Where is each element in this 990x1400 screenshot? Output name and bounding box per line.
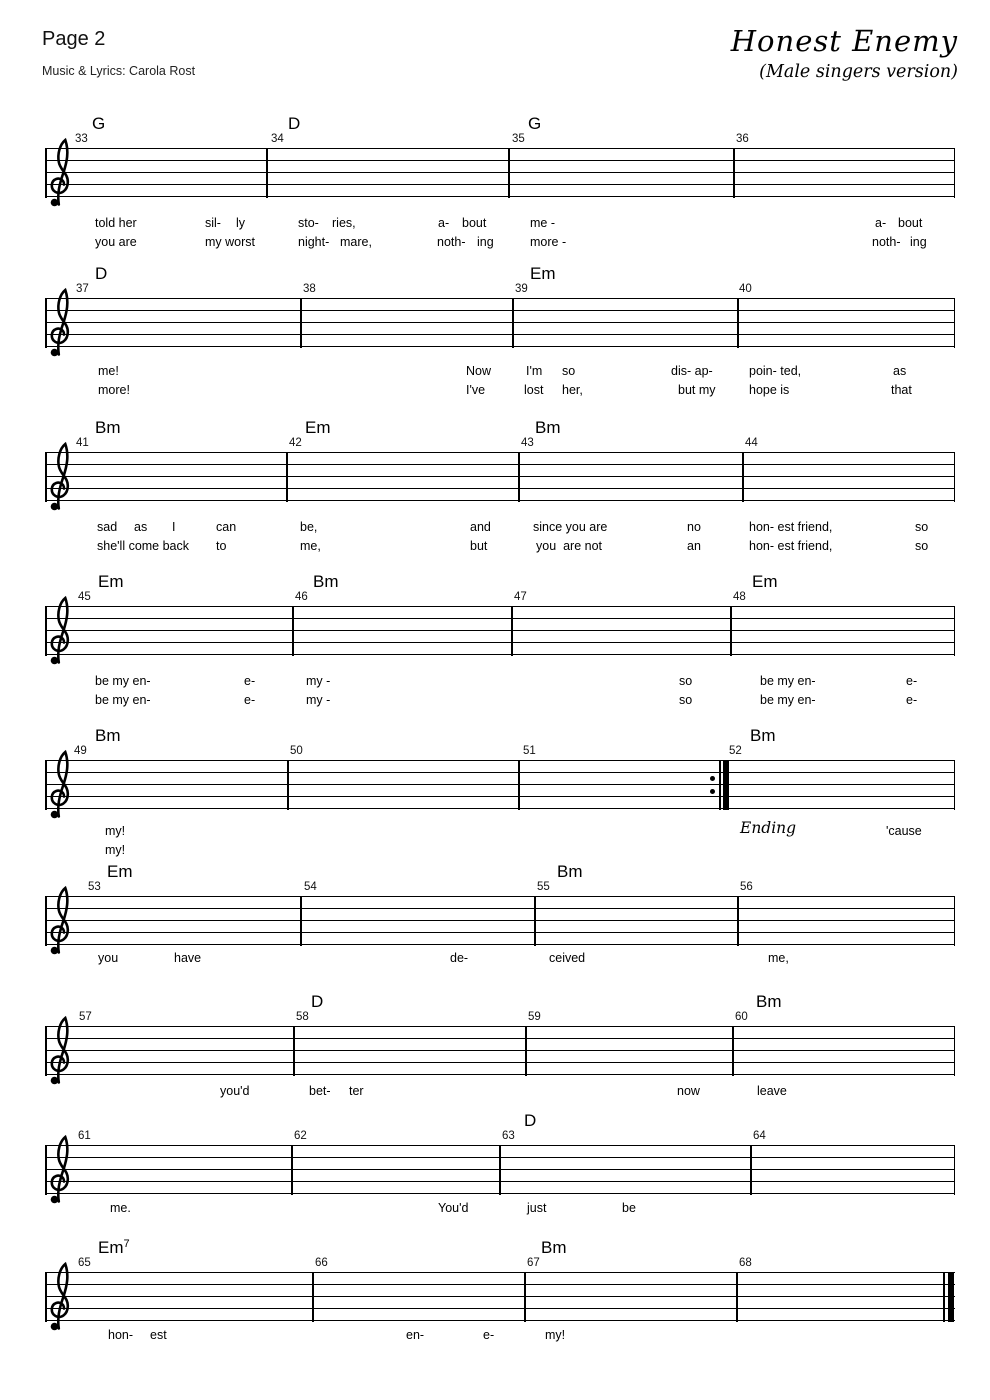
- system-end-barline: [954, 760, 956, 810]
- lyric-syllable: you'd: [220, 1084, 250, 1098]
- staff-line: [45, 618, 955, 619]
- measure-number: 65: [78, 1257, 91, 1269]
- barline: [736, 1272, 738, 1322]
- barline: [300, 298, 302, 348]
- lyric-syllable: e-: [906, 674, 918, 688]
- staff-line: [45, 1050, 955, 1051]
- measure-number: 68: [739, 1257, 752, 1269]
- lyric-syllable: more!: [98, 383, 130, 397]
- staff-line: [45, 1308, 955, 1309]
- staff-line: [45, 654, 955, 655]
- lyric-syllable: my!: [105, 843, 126, 857]
- staff-line: [45, 1074, 955, 1075]
- lyric-syllable: just: [527, 1201, 547, 1215]
- lyric-syllable: ries,: [332, 216, 356, 230]
- barline: [524, 1272, 526, 1322]
- barline: [300, 896, 302, 946]
- barline: [737, 896, 739, 946]
- lyric-syllable: e-: [483, 1328, 495, 1342]
- lyric-syllable: no: [687, 520, 701, 534]
- chord-label: Em: [305, 418, 331, 437]
- lyric-syllable: you are: [95, 235, 137, 249]
- lyric-syllable: as: [134, 520, 148, 534]
- treble-clef-icon: [44, 747, 74, 825]
- lyric-syllable: noth-: [437, 235, 466, 249]
- measure-number: 41: [76, 437, 89, 449]
- chord-label: Bm: [557, 862, 583, 881]
- lyric-syllable: you: [98, 951, 119, 965]
- measure-number: 52: [729, 745, 742, 757]
- chord-label: D: [95, 264, 108, 283]
- lyric-syllable: you are not: [536, 539, 603, 553]
- measure-number: 59: [528, 1011, 541, 1023]
- lyric-syllable: have: [174, 951, 202, 965]
- staff-line: [45, 944, 955, 945]
- chord-label: Bm: [535, 418, 561, 437]
- lyric-syllable: ter: [349, 1084, 364, 1098]
- barline: [511, 606, 513, 656]
- lyric-syllable: night-: [298, 235, 330, 249]
- measure-number: 51: [523, 745, 536, 757]
- measure-number: 54: [304, 881, 317, 893]
- lyric-syllable: be my en-: [95, 674, 151, 688]
- chord-label: Bm: [750, 726, 776, 745]
- lyric-syllable: dis- ap-: [671, 364, 713, 378]
- measure-number: 44: [745, 437, 758, 449]
- lyric-syllable: I'm: [526, 364, 543, 378]
- barline: [508, 148, 510, 198]
- measure-number: 50: [290, 745, 303, 757]
- barline: [750, 1145, 752, 1195]
- measure-number: 48: [733, 591, 746, 603]
- system-end-barline: [954, 1145, 956, 1195]
- lyric-syllable: e-: [906, 693, 918, 707]
- chord-label: D: [311, 992, 324, 1011]
- staff-line: [45, 896, 955, 897]
- lyric-syllable: ing: [910, 235, 927, 249]
- lyric-syllable: my -: [306, 674, 331, 688]
- repeat-dot: [710, 776, 715, 781]
- lyric-syllable: my!: [545, 1328, 566, 1342]
- lyric-syllable: my -: [306, 693, 331, 707]
- lyric-syllable: est: [150, 1328, 167, 1342]
- measure-number: 37: [76, 283, 89, 295]
- system-end-barline: [954, 896, 956, 946]
- lyric-syllable: so: [679, 693, 693, 707]
- barline: [292, 606, 294, 656]
- staff-line: [45, 784, 955, 785]
- lyric-syllable: mare,: [340, 235, 372, 249]
- staff-line: [45, 1320, 955, 1321]
- lyric-syllable: that: [891, 383, 912, 397]
- chord-label: Em: [107, 862, 133, 881]
- staff-line: [45, 808, 955, 809]
- version-subtitle: (Male singers version): [759, 62, 958, 82]
- ending-annotation: Ending: [740, 819, 797, 837]
- lyric-syllable: more -: [530, 235, 567, 249]
- measure-number: 35: [512, 133, 525, 145]
- title-block: [731, 24, 958, 82]
- song-title: Honest Enemy: [730, 24, 958, 58]
- measure-number: 63: [502, 1130, 515, 1142]
- lyric-syllable: me!: [98, 364, 119, 378]
- lyric-syllable: e-: [244, 693, 256, 707]
- staff-line: [45, 1026, 955, 1027]
- barline: [499, 1145, 501, 1195]
- staff-line: [45, 630, 955, 631]
- lyric-syllable: since you are: [533, 520, 608, 534]
- lyric-syllable: me,: [768, 951, 789, 965]
- system-end-barline: [954, 148, 956, 198]
- treble-clef-icon: [44, 593, 74, 671]
- lyric-syllable: a-: [438, 216, 450, 230]
- measure-number: 43: [521, 437, 534, 449]
- staff-line: [45, 464, 955, 465]
- system-end-barline: [954, 452, 956, 502]
- chord-label: Em: [530, 264, 556, 283]
- lyric-syllable: can: [216, 520, 237, 534]
- staff-line: [45, 920, 955, 921]
- chord-extension: 7: [123, 1238, 130, 1250]
- lyric-syllable: be my en-: [760, 693, 816, 707]
- measure-number: 46: [295, 591, 308, 603]
- measure-number: 39: [515, 283, 528, 295]
- barline: [737, 298, 739, 348]
- lyric-syllable: me,: [300, 539, 321, 553]
- barline: [534, 896, 536, 946]
- treble-clef-icon: [44, 1132, 74, 1210]
- final-barline-thick: [948, 1272, 954, 1322]
- lyric-syllable: lost: [524, 383, 544, 397]
- barline: [512, 298, 514, 348]
- measure-number: 61: [78, 1130, 91, 1142]
- lyric-syllable: so: [562, 364, 576, 378]
- lyric-syllable: sto-: [298, 216, 319, 230]
- staff-line: [45, 500, 955, 501]
- lyric-syllable: ly: [236, 216, 246, 230]
- system-end-barline: [954, 298, 956, 348]
- barline: [293, 1026, 295, 1076]
- measure-number: 47: [514, 591, 527, 603]
- chord-label: G: [92, 114, 106, 133]
- lyric-syllable: You'd: [438, 1201, 469, 1215]
- staff-line: [45, 476, 955, 477]
- chord-label: G: [528, 114, 542, 133]
- staff-line: [45, 160, 955, 161]
- system-end-barline: [954, 1026, 956, 1076]
- staff-line: [45, 184, 955, 185]
- measure-number: 57: [79, 1011, 92, 1023]
- lyric-syllable: be my en-: [760, 674, 816, 688]
- staff-line: [45, 346, 955, 347]
- lyric-syllable: I've: [466, 383, 486, 397]
- measure-number: 55: [537, 881, 550, 893]
- staff-line: [45, 488, 955, 489]
- treble-clef-icon: [44, 1013, 74, 1091]
- lyric-syllable: sad: [97, 520, 118, 534]
- credit-line: Music & Lyrics: Carola Rost: [42, 64, 196, 78]
- measure-number: 36: [736, 133, 749, 145]
- lyric-syllable: be my en-: [95, 693, 151, 707]
- staff-line: [45, 334, 955, 335]
- staff-line: [45, 452, 955, 453]
- lyric-syllable: hope is: [749, 383, 790, 397]
- lyric-syllable: sil-: [205, 216, 221, 230]
- measure-number: 38: [303, 283, 316, 295]
- lyric-syllable: a-: [875, 216, 887, 230]
- system-end-barline: [954, 606, 956, 656]
- chord-label: Em$^7$: [98, 1238, 130, 1257]
- measure-number: 67: [527, 1257, 540, 1269]
- lyric-syllable: en-: [406, 1328, 425, 1342]
- measure-number: 53: [88, 881, 101, 893]
- measure-number: 49: [74, 745, 87, 757]
- lyric-syllable: hon-: [108, 1328, 134, 1342]
- final-barline-thin: [943, 1272, 945, 1322]
- lyric-syllable: de-: [450, 951, 469, 965]
- treble-clef-icon: [44, 135, 74, 213]
- chord-label: Bm: [95, 418, 121, 437]
- chord-label: Bm: [541, 1238, 567, 1257]
- lyric-syllable: be: [622, 1201, 636, 1215]
- measure-number: 42: [289, 437, 302, 449]
- staff-line: [45, 932, 955, 933]
- lyric-syllable: told her: [95, 216, 137, 230]
- staff-line: [45, 1272, 955, 1273]
- lyric-syllable: 'cause: [886, 824, 922, 838]
- staff-line: [45, 148, 955, 149]
- barline: [525, 1026, 527, 1076]
- lyric-syllable: hon- est friend,: [749, 539, 833, 553]
- chord-label: Em: [98, 572, 124, 591]
- staff-line: [45, 1062, 955, 1063]
- lyric-syllable: so: [915, 539, 929, 553]
- measure-number: 58: [296, 1011, 309, 1023]
- staff-line: [45, 1038, 955, 1039]
- barline: [266, 148, 268, 198]
- barline: [287, 760, 289, 810]
- chord-label: Bm: [95, 726, 121, 745]
- lyric-syllable: so: [679, 674, 693, 688]
- measure-number: 64: [753, 1130, 766, 1142]
- staff-line: [45, 606, 955, 607]
- measure-number: 56: [740, 881, 753, 893]
- lyric-syllable: bout: [462, 216, 487, 230]
- lyric-syllable: my worst: [205, 235, 255, 249]
- lyric-syllable: so: [915, 520, 929, 534]
- staff-line: [45, 1296, 955, 1297]
- lyric-syllable: but: [470, 539, 488, 553]
- treble-clef-icon: [44, 1259, 74, 1337]
- lyric-syllable: me -: [530, 216, 555, 230]
- staff-line: [45, 772, 955, 773]
- lyric-syllable: hon- est friend,: [749, 520, 833, 534]
- chord-label: D: [288, 114, 301, 133]
- staff-line: [45, 196, 955, 197]
- lyric-syllable: leave: [757, 1084, 787, 1098]
- measure-number: 45: [78, 591, 91, 603]
- treble-clef-icon: [44, 883, 74, 961]
- end-repeat-thin-barline: [719, 760, 721, 810]
- lyric-syllable: noth-: [872, 235, 901, 249]
- barline: [742, 452, 744, 502]
- staff-line: [45, 760, 955, 761]
- lyric-syllable: she'll come back: [97, 539, 190, 553]
- measure-number: 62: [294, 1130, 307, 1142]
- lyric-syllable: her,: [562, 383, 583, 397]
- lyric-syllable: as: [893, 364, 907, 378]
- staff-line: [45, 908, 955, 909]
- barline: [291, 1145, 293, 1195]
- measure-number: 66: [315, 1257, 328, 1269]
- lyric-syllable: I: [172, 520, 176, 534]
- lyric-syllable: Now: [466, 364, 492, 378]
- lyric-syllable: and: [470, 520, 491, 534]
- lyric-syllable: but my: [678, 383, 716, 397]
- staff-line: [45, 1284, 955, 1285]
- chord-label: D: [524, 1111, 537, 1130]
- page-number-label: Page 2: [42, 28, 106, 50]
- staff-line: [45, 322, 955, 323]
- lyric-syllable: bout: [898, 216, 923, 230]
- measure-number: 60: [735, 1011, 748, 1023]
- staff-line: [45, 310, 955, 311]
- staff-line: [45, 172, 955, 173]
- barline: [730, 606, 732, 656]
- lyric-syllable: an: [687, 539, 701, 553]
- lyric-syllable: now: [677, 1084, 700, 1098]
- barline: [733, 148, 735, 198]
- chord-label: Bm: [313, 572, 339, 591]
- barline: [732, 1026, 734, 1076]
- staff-line: [45, 796, 955, 797]
- chord-label: Bm: [756, 992, 782, 1011]
- staff-line: [45, 642, 955, 643]
- lyric-syllable: bet-: [309, 1084, 331, 1098]
- treble-clef-icon: [44, 285, 74, 363]
- barline: [286, 452, 288, 502]
- lyric-syllable: e-: [244, 674, 256, 688]
- end-repeat-thick-barline: [723, 760, 729, 810]
- lyric-syllable: be,: [300, 520, 318, 534]
- repeat-dot: [710, 789, 715, 794]
- measure-number: 34: [271, 133, 284, 145]
- lyric-syllable: ceived: [549, 951, 586, 965]
- lyric-syllable: poin- ted,: [749, 364, 802, 378]
- barline: [312, 1272, 314, 1322]
- chord-label: Em: [752, 572, 778, 591]
- staff-line: [45, 298, 955, 299]
- measure-number: 33: [75, 133, 88, 145]
- barline: [518, 760, 520, 810]
- lyric-syllable: me.: [110, 1201, 131, 1215]
- measure-number: 40: [739, 283, 752, 295]
- lyric-syllable: to: [216, 539, 227, 553]
- barline: [518, 452, 520, 502]
- lyric-syllable: ing: [477, 235, 494, 249]
- treble-clef-icon: [44, 439, 74, 517]
- lyric-syllable: my!: [105, 824, 126, 838]
